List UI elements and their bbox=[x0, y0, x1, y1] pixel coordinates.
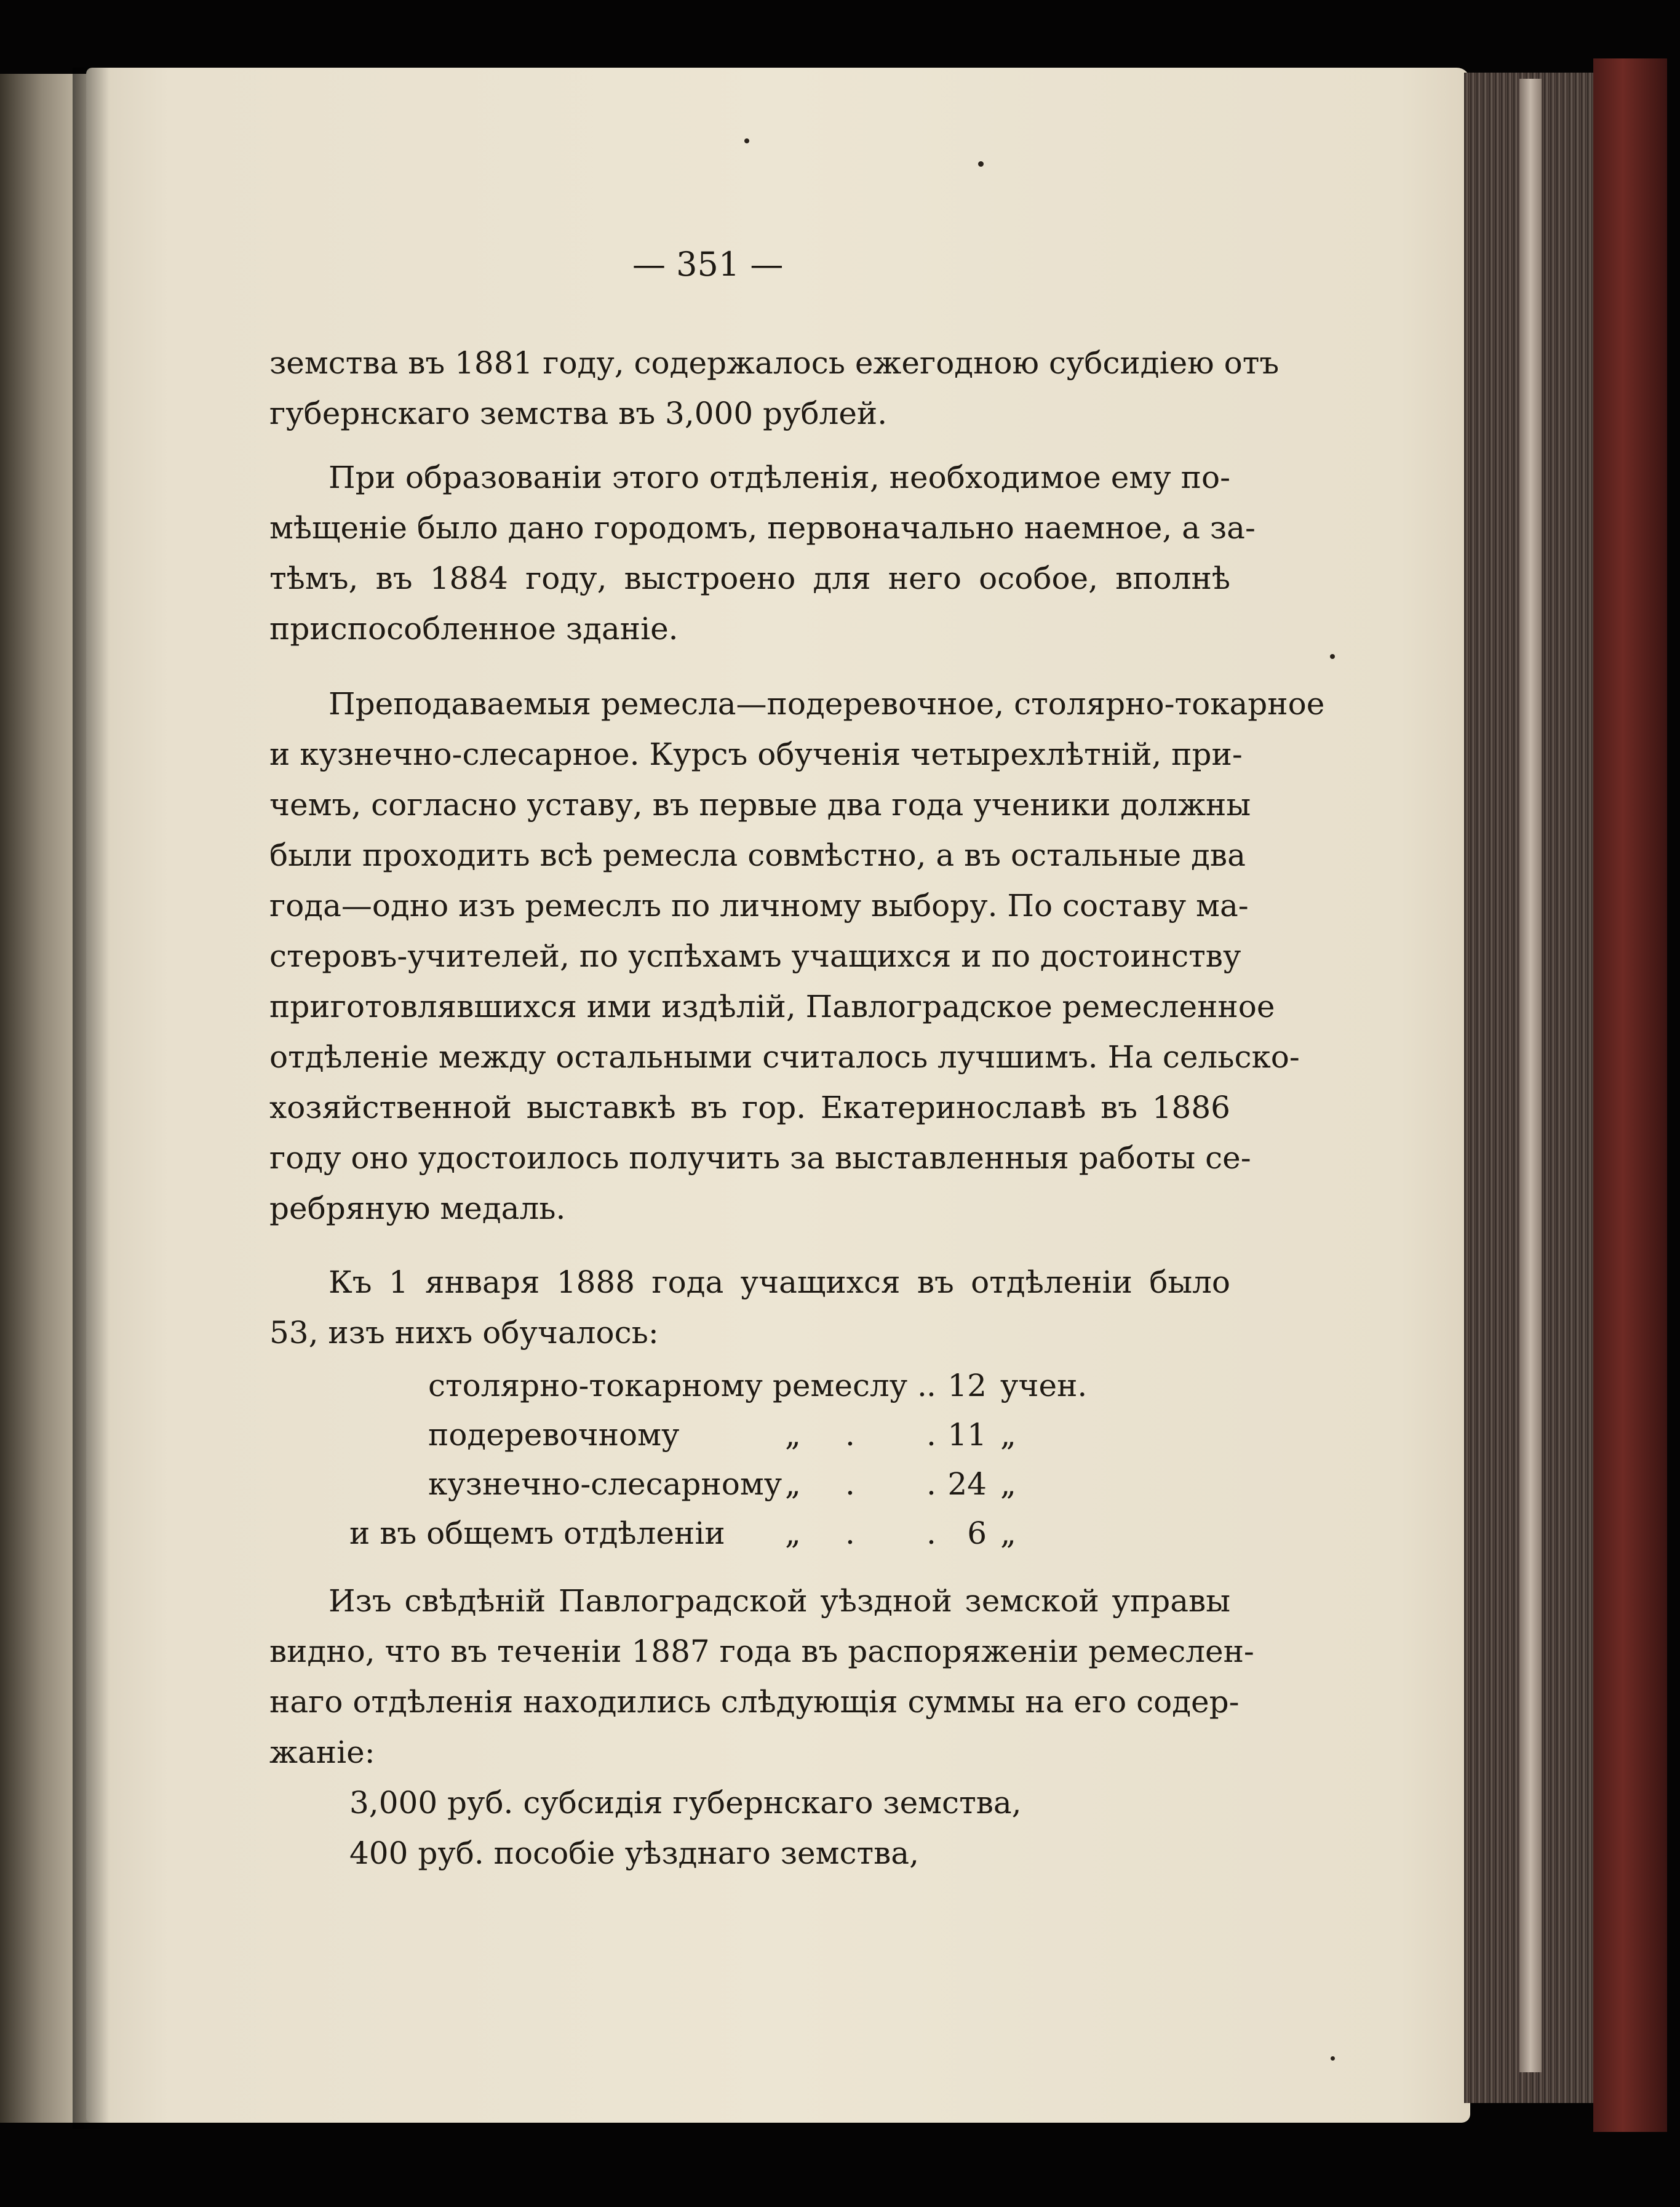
text-line: года—одно изъ ремеслъ по личному выбору. По составу ма- bbox=[269, 888, 1249, 924]
table-leader: . bbox=[845, 1515, 855, 1551]
table-row-label: столярно-токарному ремеслу . bbox=[428, 1368, 927, 1403]
table-leader: . bbox=[845, 1466, 855, 1502]
table-ditto: „ bbox=[785, 1515, 801, 1551]
text-line: хозяйственной выставкѣ въ гор. Екатеринославѣ въ 1886 bbox=[269, 1090, 1230, 1125]
text-line: видно, что въ теченіи 1887 года въ распоряженіи ремеслен- bbox=[269, 1634, 1254, 1669]
book-cover bbox=[1593, 58, 1667, 2132]
page-number: — 351 — bbox=[632, 245, 784, 284]
text-line: мѣщеніе было дано городомъ, первоначально наемное, а за- bbox=[269, 510, 1256, 546]
table-row-value: 6 bbox=[967, 1515, 987, 1551]
text-line: стеровъ-учителей, по успѣхамъ учащихся и по достоинству bbox=[269, 938, 1241, 974]
paragraph-first-line: Къ 1 января 1888 года учащихся въ отдѣленіи было bbox=[328, 1264, 1230, 1300]
ink-speck bbox=[978, 161, 984, 167]
text-line: были проходить всѣ ремесла совмѣстно, а въ остальные два bbox=[269, 837, 1246, 873]
table-leader: . bbox=[926, 1417, 936, 1453]
table-row-unit: „ bbox=[1000, 1417, 1016, 1453]
ink-speck bbox=[1331, 2056, 1335, 2061]
ink-speck bbox=[744, 138, 749, 143]
table-row-label: подеревочному bbox=[428, 1417, 680, 1453]
paragraph-first-line: При образованіи этого отдѣленія, необходимое ему по- bbox=[328, 460, 1230, 495]
table-row-value: 24 bbox=[947, 1466, 987, 1502]
text-line: приготовлявшихся ими издѣлій, Павлоградское ремесленное bbox=[269, 989, 1275, 1024]
text-line: жаніе: bbox=[269, 1734, 375, 1770]
ink-speck bbox=[1330, 654, 1335, 659]
text-line: губернскаго земства въ 3,000 рублей. bbox=[269, 396, 888, 431]
table-row-unit: учен. bbox=[1000, 1368, 1088, 1403]
text-line: чемъ, согласно уставу, въ первые два года ученики должны bbox=[269, 787, 1251, 823]
table-row-label: и въ общемъ отдѣленіи bbox=[349, 1515, 725, 1551]
text-line: отдѣленіе между остальными считалось лучшимъ. На сельско- bbox=[269, 1039, 1300, 1075]
text-line: земства въ 1881 году, содержалось ежегодною субсидіею отъ bbox=[269, 345, 1280, 381]
book-gutter-shadow bbox=[73, 68, 109, 2129]
paragraph-first-line: Изъ свѣдѣній Павлоградской уѣздной земской управы bbox=[328, 1583, 1230, 1619]
text-line: тѣмъ, въ 1884 году, выстроено для него особое, вполнѣ bbox=[269, 561, 1230, 596]
text-line: ребряную медаль. bbox=[269, 1191, 566, 1226]
table-row-value: 12 bbox=[947, 1368, 987, 1403]
table-ditto: „ bbox=[785, 1417, 801, 1453]
table-leader: . bbox=[845, 1417, 855, 1453]
table-row-label: кузнечно-слесарному bbox=[428, 1466, 782, 1502]
text-line: 3,000 руб. субсидія губернскаго земства, bbox=[349, 1785, 1022, 1821]
text-line: наго отдѣленія находились слѣдующія суммы на его содер- bbox=[269, 1684, 1240, 1720]
table-leader: . bbox=[926, 1466, 936, 1502]
page-edge-highlight bbox=[1519, 79, 1542, 2072]
table-ditto: „ bbox=[785, 1466, 801, 1502]
table-row-unit: „ bbox=[1000, 1466, 1016, 1502]
text-line: 53, изъ нихъ обучалось: bbox=[269, 1315, 659, 1351]
text-line: и кузнечно-слесарное. Курсъ обученія четырехлѣтній, при- bbox=[269, 736, 1243, 772]
table-leader: . bbox=[926, 1515, 936, 1551]
table-row-value: 11 bbox=[947, 1417, 987, 1453]
table-leader: . bbox=[926, 1368, 936, 1403]
text-line: году оно удостоилось получить за выставленныя работы се- bbox=[269, 1140, 1251, 1176]
text-line: 400 руб. пособіе уѣзднаго земства, bbox=[349, 1835, 919, 1871]
text-line: приспособленное зданіе. bbox=[269, 611, 679, 647]
paragraph-first-line: Преподаваемыя ремесла—подеревочное, столярно-токарное bbox=[328, 686, 1325, 722]
table-row-unit: „ bbox=[1000, 1515, 1016, 1551]
